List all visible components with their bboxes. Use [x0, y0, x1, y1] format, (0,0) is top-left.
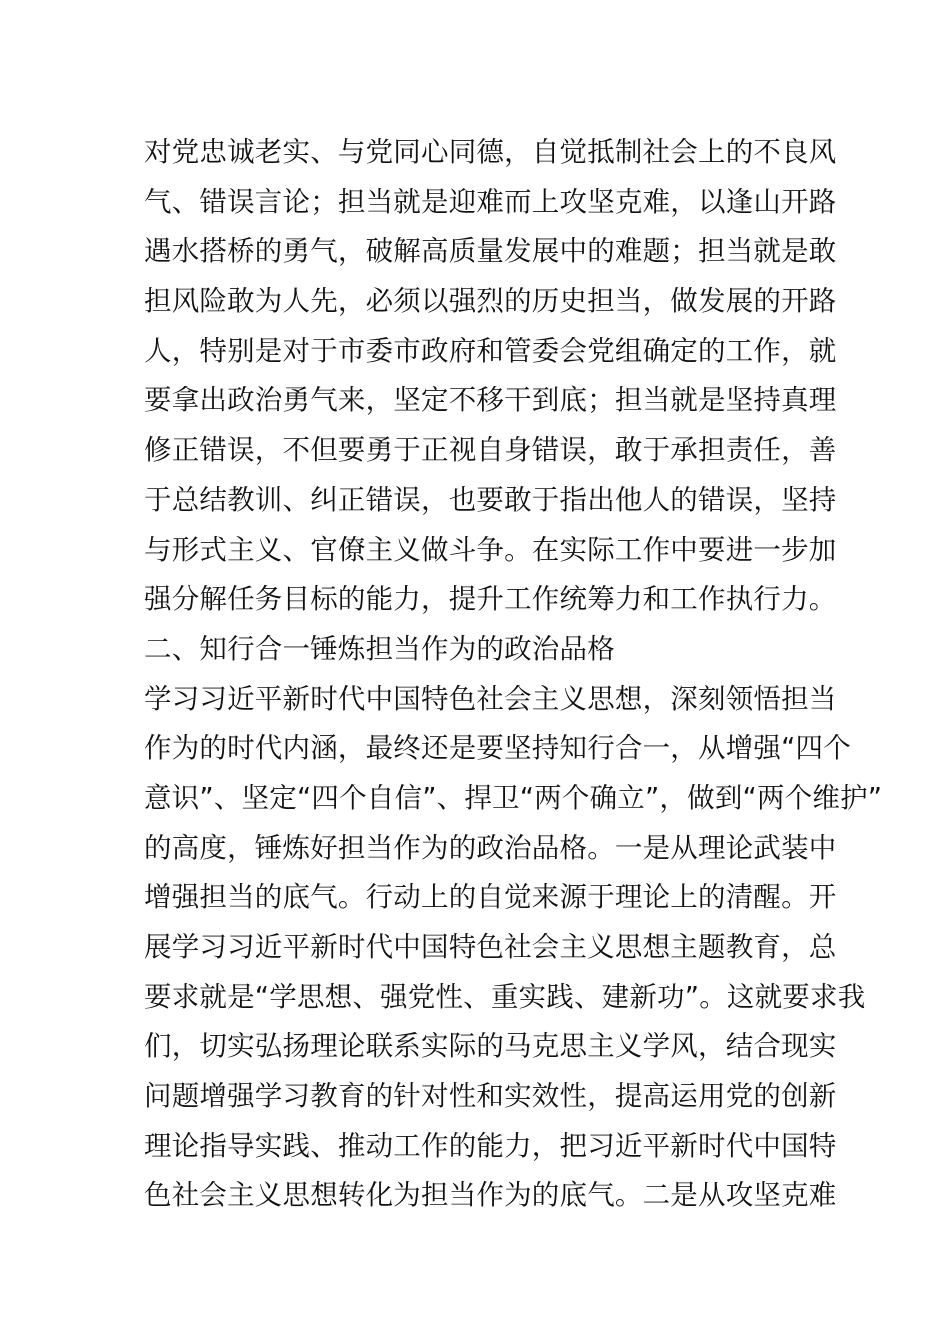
- text-line: 学习习近平新时代中国特色社会主义思想，深刻领悟担当: [144, 682, 837, 715]
- text-line: 与形式主义、官僚主义做斗争。在实际工作中要进一步加: [144, 533, 837, 566]
- text-line: 展学习习近平新时代中国特色社会主义思想主题教育，总: [144, 931, 837, 963]
- text-line: 强分解任务目标的能力，提升工作统筹力和工作执行力。: [144, 583, 837, 616]
- text-line: 们，切实弘扬理论联系实际的马克思主义学风，结合现实: [144, 1030, 837, 1063]
- text-line: 理论指导实践、推动工作的能力，把习近平新时代中国特: [144, 1129, 837, 1162]
- text-line: 色社会主义思想转化为担当作为的底气。二是从攻坚克难: [144, 1179, 837, 1212]
- text-line: 人，特别是对于市委市政府和管委会党组确定的工作，就: [144, 334, 837, 367]
- text-line: 对党忠诚老实、与党同心同德，自觉抵制社会上的不良风: [144, 136, 837, 168]
- text-line: 于总结教训、纠正错误，也要敢于指出他人的错误，坚持: [144, 483, 837, 516]
- text-line: 问题增强学习教育的针对性和实效性，提高运用党的创新: [144, 1080, 837, 1113]
- text-line: 增强担当的底气。行动上的自觉来源于理论上的清醒。开: [144, 881, 837, 914]
- text-line: 要求就是“学思想、强党性、重实践、建新功”。这就要求我: [144, 980, 866, 1013]
- text-line: 作为的时代内涵，最终还是要坚持知行合一，从增强“四个: [144, 732, 851, 765]
- text-line: 意识”、坚定“四个自信”、捍卫“两个确立”，做到“两个维护”: [144, 781, 883, 814]
- text-line: 担风险敢为人先，必须以强烈的历史担当，做发展的开路: [144, 285, 837, 318]
- text-line: 气、错误言论；担当就是迎难而上攻坚克难，以逢山开路: [144, 185, 837, 218]
- text-line: 要拿出政治勇气来，坚定不移干到底；担当就是坚持真理: [144, 384, 837, 417]
- body-text: [144, 128, 883, 1221]
- text-line: 修正错误，不但要勇于正视自身错误，敢于承担责任，善: [144, 434, 837, 467]
- text-line: 的高度，锤炼好担当作为的政治品格。一是从理论武装中: [144, 831, 837, 864]
- text-line: 遇水搭桥的勇气，破解高质量发展中的难题；担当就是敢: [144, 235, 837, 268]
- section-heading: 二、知行合一锤炼担当作为的政治品格: [144, 632, 615, 665]
